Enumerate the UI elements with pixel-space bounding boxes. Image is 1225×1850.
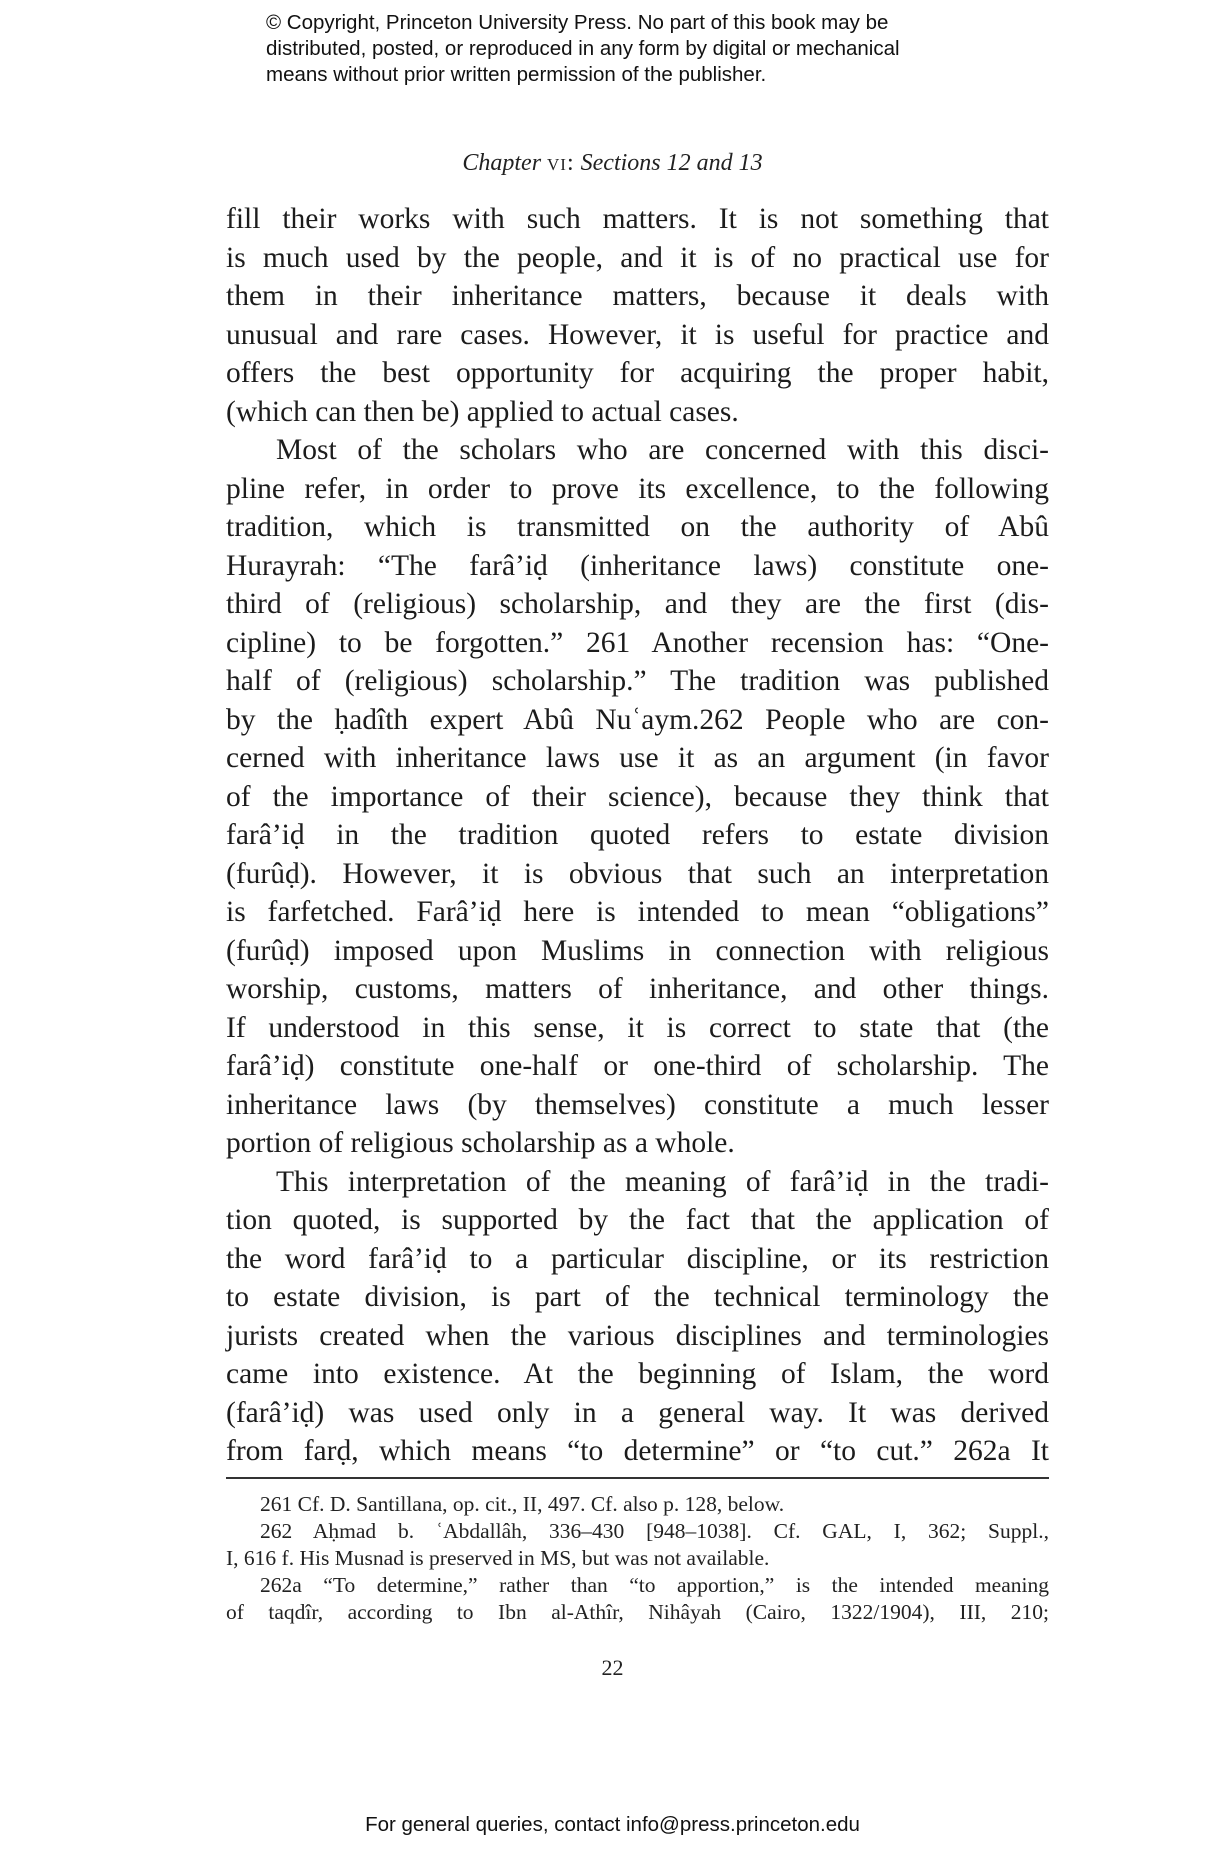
body-line: cerned with inheritance laws use it as an argument (in favor — [226, 742, 1049, 774]
footnote-line: 262a “To determine,” rather than “to apportion,” is the intended meaning — [260, 1573, 1049, 1597]
running-head-chapter-number: vi: — [547, 150, 575, 176]
body-text — [226, 200, 1049, 1471]
body-line: fill their works with such matters. It is not something that — [226, 203, 1049, 235]
body-line: jurists created when the various disciplines and terminologies — [226, 1319, 1049, 1352]
body-line: is farfetched. Farâ’iḍ here is intended to mean “obligations” — [226, 896, 1049, 928]
body-line: unusual and rare cases. However, it is useful for practice and — [226, 318, 1049, 351]
body-line: came into existence. At the beginning of Islam, the word — [226, 1358, 1049, 1390]
body-line: farâ’iḍ in the tradition quoted refers to estate division — [226, 819, 1049, 851]
copyright-notice-line: distributed, posted, or reproduced in any form by digital or mechanical — [266, 37, 900, 60]
body-line: tion quoted, is supported by the fact that the application of — [226, 1204, 1049, 1236]
body-line: from farḍ, which means “to determine” or “to cut.” 262a It — [226, 1435, 1049, 1467]
contact-line: For general queries, contact info@press.princeton.edu — [365, 1813, 860, 1836]
page-number: 22 — [601, 1655, 624, 1680]
running-head-sections: Sections 12 and 13 — [580, 150, 763, 176]
copyright-notice-line: © Copyright, Princeton University Press. No part of this book may be — [266, 11, 889, 34]
body-line: worship, customs, matters of inheritance, and other things. — [226, 973, 1049, 1005]
footnote-divider — [226, 1477, 1049, 1479]
body-line: pline refer, in order to prove its excellence, to the following — [226, 472, 1049, 505]
body-line: Hurayrah: “The farâ’iḍ (inheritance laws) constitute one- — [226, 549, 1049, 582]
body-line: This interpretation of the meaning of farâ’iḍ in the tradi- — [276, 1165, 1049, 1198]
body-line: third of (religious) scholarship, and they are the first (dis- — [226, 588, 1049, 620]
body-line: (furûḍ). However, it is obvious that such an interpretation — [226, 857, 1049, 890]
body-line: to estate division, is part of the technical terminology the — [226, 1281, 1049, 1313]
body-line: cipline) to be forgotten.” 261 Another recension has: “One- — [226, 626, 1049, 659]
footnote-line: 262 Aḥmad b. ʿAbdallâh, 336–430 [948–1038]. Cf. GAL, I, 362; Suppl., — [260, 1519, 1049, 1543]
body-line: If understood in this sense, it is correct to state that (the — [226, 1011, 1049, 1044]
body-line: (farâ’iḍ) was used only in a general way. It was derived — [226, 1396, 1049, 1429]
body-line: portion of religious scholarship as a whole. — [226, 1127, 735, 1159]
copyright-notice — [266, 10, 1086, 88]
body-line: inheritance laws (by themselves) constitute a much lesser — [226, 1088, 1049, 1121]
body-line: (furûḍ) imposed upon Muslims in connection with religious — [226, 934, 1049, 967]
running-head-chapter-word: Chapter — [462, 150, 542, 176]
footnote-line: of taqdîr, according to Ibn al-Athîr, Nihâyah (Cairo, 1322/1904), III, 210; — [226, 1600, 1049, 1624]
body-line: farâ’iḍ) constitute one-half or one-third of scholarship. The — [226, 1050, 1049, 1082]
body-line: of the importance of their science), because they think that — [226, 780, 1049, 813]
body-line: offers the best opportunity for acquiring the proper habit, — [226, 357, 1049, 389]
body-line: half of (religious) scholarship.” The tradition was published — [226, 665, 1049, 697]
footnote-line: 261 Cf. D. Santillana, op. cit., II, 497. Cf. also p. 128, below. — [260, 1492, 785, 1516]
body-line: by the ḥadîth expert Abû Nuʿaym.262 People who are con- — [226, 703, 1049, 736]
footnotes — [226, 1491, 1049, 1626]
body-line: the word farâ’iḍ to a particular discipline, or its restriction — [226, 1242, 1049, 1275]
body-line: them in their inheritance matters, because it deals with — [226, 280, 1049, 312]
body-line: Most of the scholars who are concerned with this disci- — [276, 434, 1049, 466]
body-line: tradition, which is transmitted on the authority of Abû — [226, 511, 1049, 543]
running-head — [0, 150, 1225, 177]
body-line: (which can then be) applied to actual cases. — [226, 395, 739, 428]
footnote-line: I, 616 f. His Musnad is preserved in MS, but was not available. — [226, 1546, 770, 1570]
body-line: is much used by the people, and it is of no practical use for — [226, 241, 1049, 274]
copyright-notice-line: means without prior written permission of the publisher. — [266, 63, 767, 86]
